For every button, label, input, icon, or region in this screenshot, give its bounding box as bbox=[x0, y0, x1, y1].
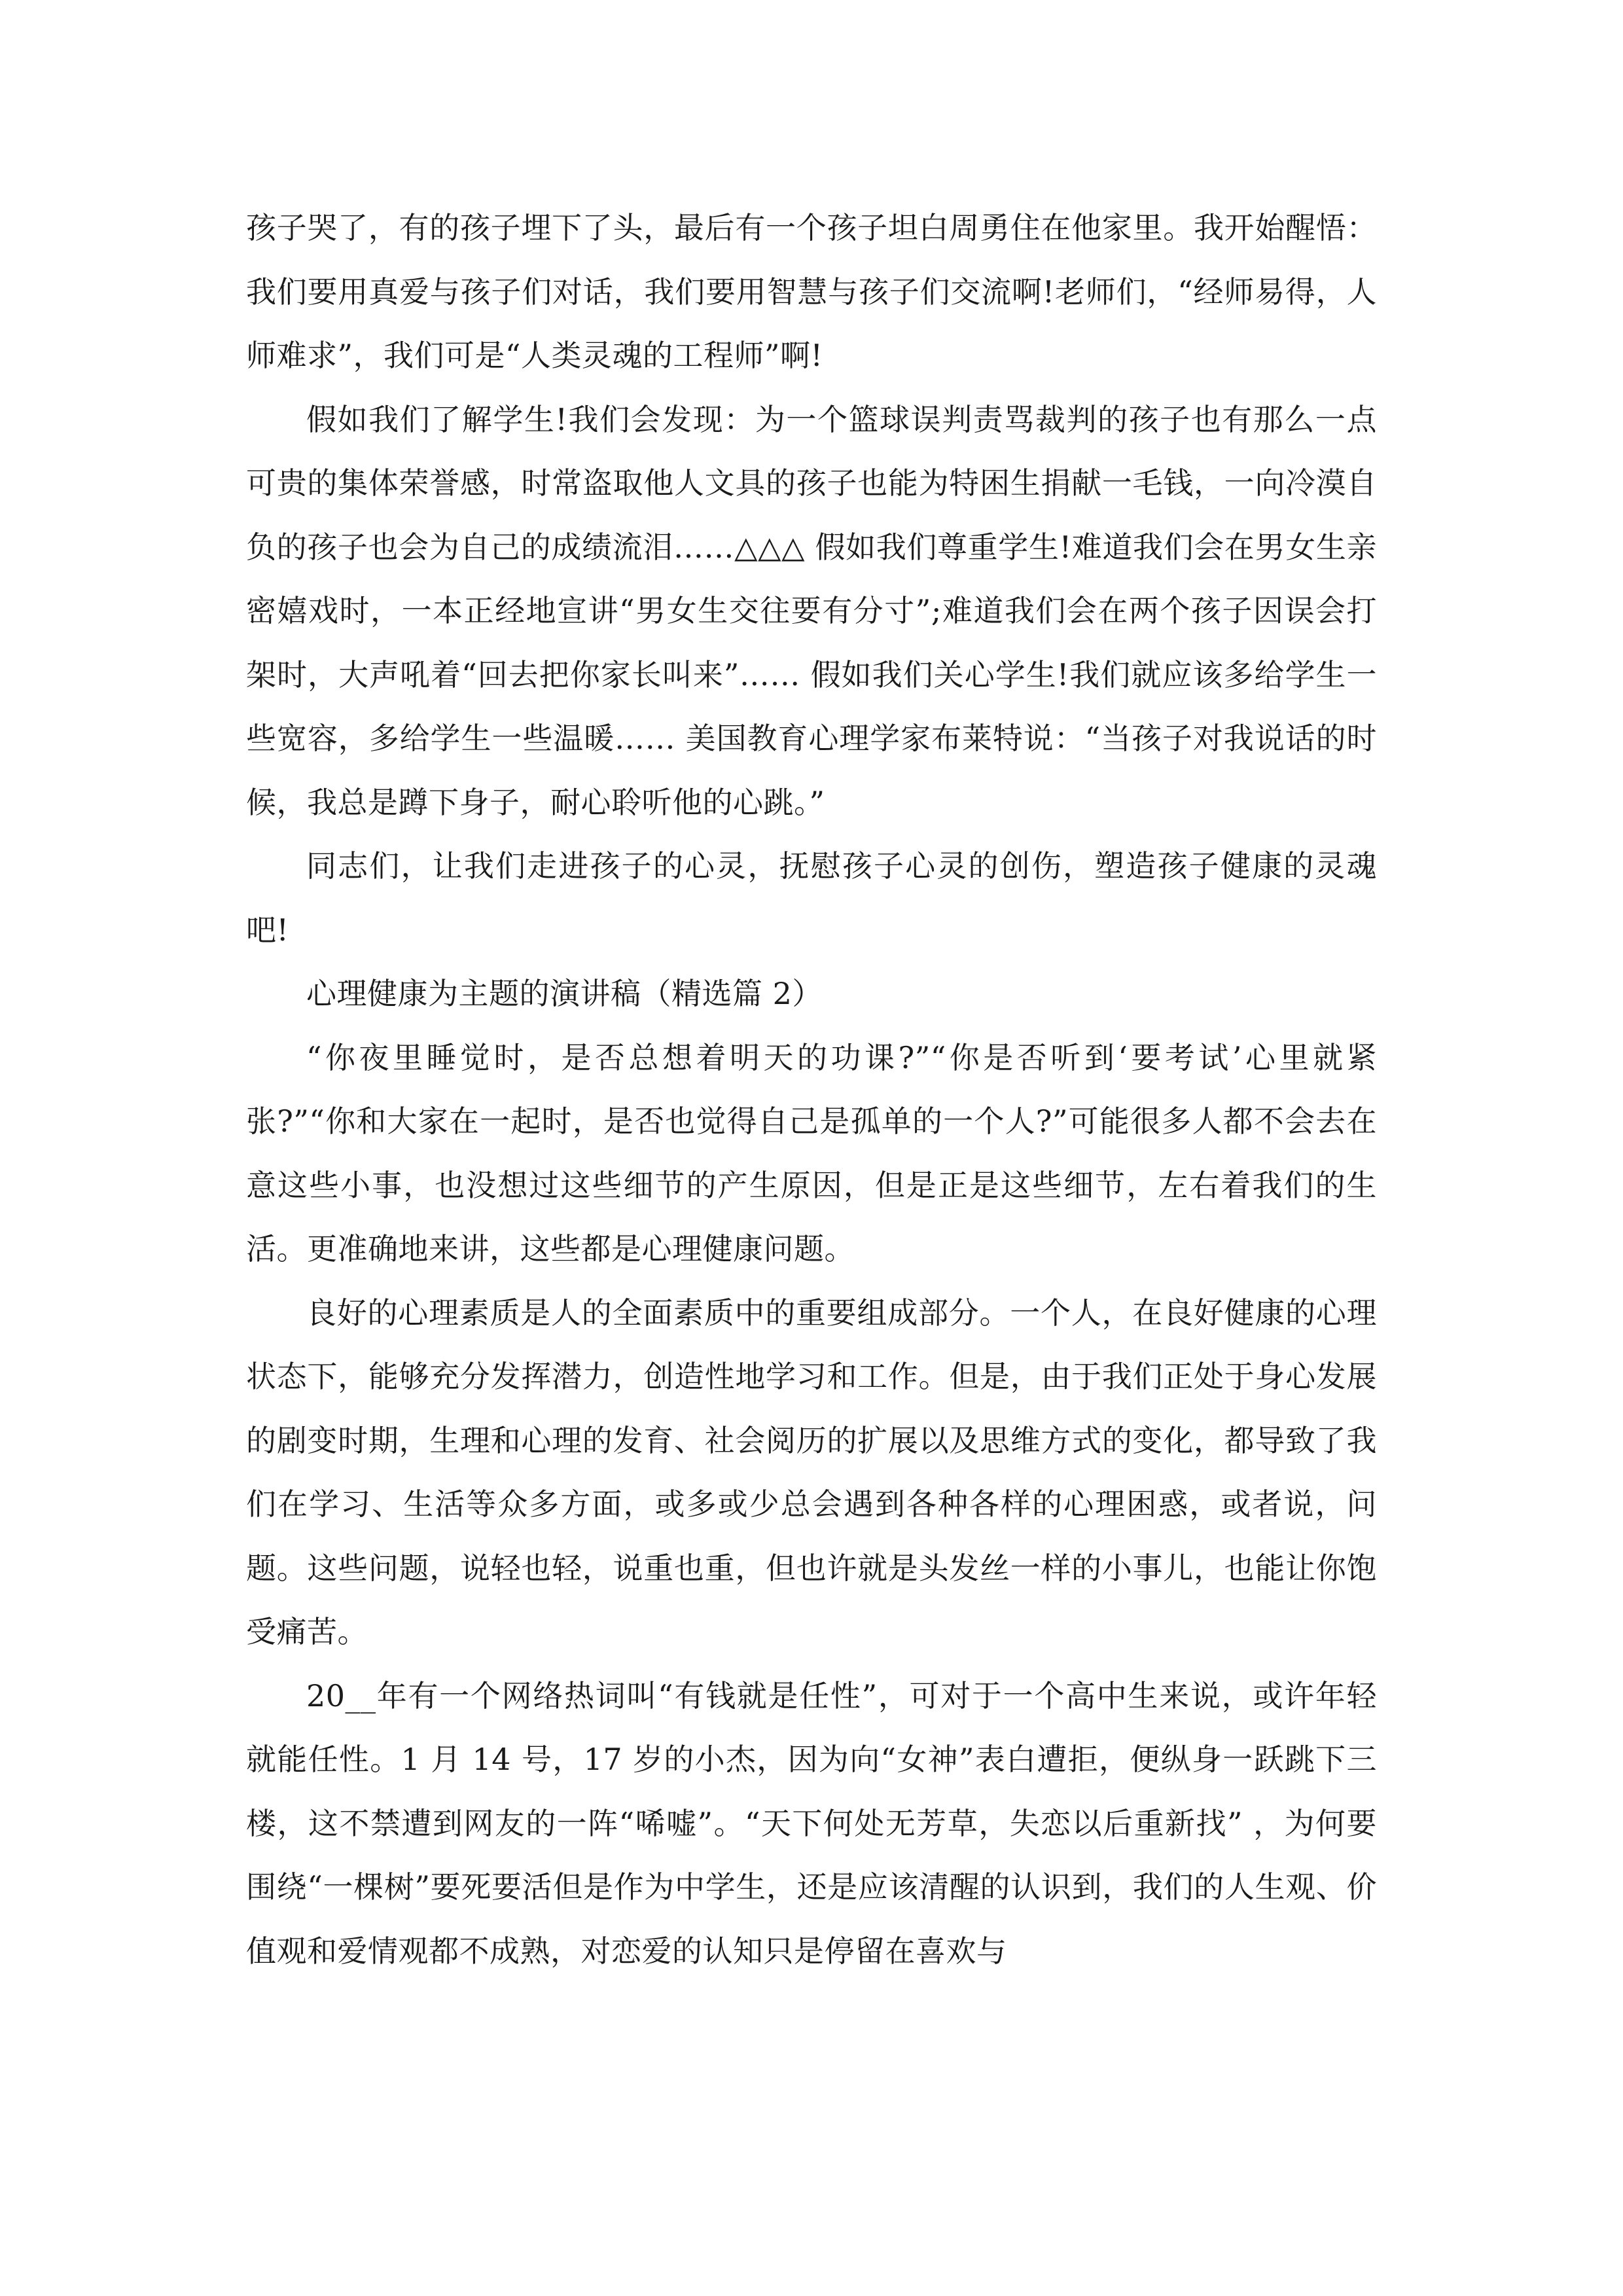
section-heading: 心理健康为主题的演讲稿（精选篇 2） bbox=[306, 976, 823, 1011]
document-body bbox=[246, 196, 1377, 1983]
paragraph: 假如我们了解学生!我们会发现：为一个篮球误判责骂裁判的孩子也有那么一点可贵的集体荣誉感，时常盗取他人文具的孩子也能为特困生捐献一毛钱，一向冷漠自负的孩子也会为自己的成绩流泪……△△△ 假如我们尊重学生!难道我们会在男女生亲密嬉戏时，一本正经地宣讲“男女生交往要有分寸”;难道我们会在两个孩子因误会打架时，大声吼着“回去把你家长叫来”…… 假如我们关心学生!我们就应该多给学生一些宽容，多给学生一些温暖…… 美国教育心理学家布莱特说：“当孩子对我说话的时候，我总是蹲下身子，耐心聆听他的心跳。” bbox=[246, 401, 1377, 820]
paragraph: “你夜里睡觉时，是否总想着明天的功课?”“你是否听到‘要考试’心里就紧张?”“你和大家在一起时，是否也觉得自己是孤单的一个人?”可能很多人都不会去在意这些小事，也没想过这些细节的产生原因，但是正是这些细节，左右着我们的生活。更准确地来讲，这些都是心理健康问题。 bbox=[246, 1039, 1377, 1266]
paragraph: 良好的心理素质是人的全面素质中的重要组成部分。一个人，在良好健康的心理状态下，能够充分发挥潜力，创造性地学习和工作。但是，由于我们正处于身心发展的剧变时期，生理和心理的发育、社会阅历的扩展以及思维方式的变化，都导致了我们在学习、生活等众多方面，或多或少总会遇到各种各样的心理困惑，或者说，问题。这些问题，说轻也轻，说重也重，但也许就是头发丝一样的小事儿，也能让你饱受痛苦。 bbox=[246, 1295, 1377, 1649]
paragraph-continued: 孩子哭了，有的孩子埋下了头，最后有一个孩子坦白周勇住在他家里。我开始醒悟：我们要用真爱与孩子们对话，我们要用智慧与孩子们交流啊!老师们，“经师易得，人师难求”，我们可是“人类灵魂的工程师”啊! bbox=[246, 210, 1377, 373]
paragraph: 同志们，让我们走进孩子的心灵，抚慰孩子心灵的创伤，塑造孩子健康的灵魂吧! bbox=[246, 848, 1377, 948]
paragraph: 20__年有一个网络热词叫“有钱就是任性”，可对于一个高中生来说，或许年轻就能任性。1 月 14 号，17 岁的小杰，因为向“女神”表白遭拒，便纵身一跃跳下三楼，这不禁遭到网友的一阵“唏嘘”。“天下何处无芳草，失恋以后重新找” ，为何要围绕“一棵树”要死要活但是作为中学生，还是应该清醒的认识到，我们的人生观、价值观和爱情观都不成熟，对恋爱的认知只是停留在喜欢与 bbox=[246, 1677, 1377, 1969]
